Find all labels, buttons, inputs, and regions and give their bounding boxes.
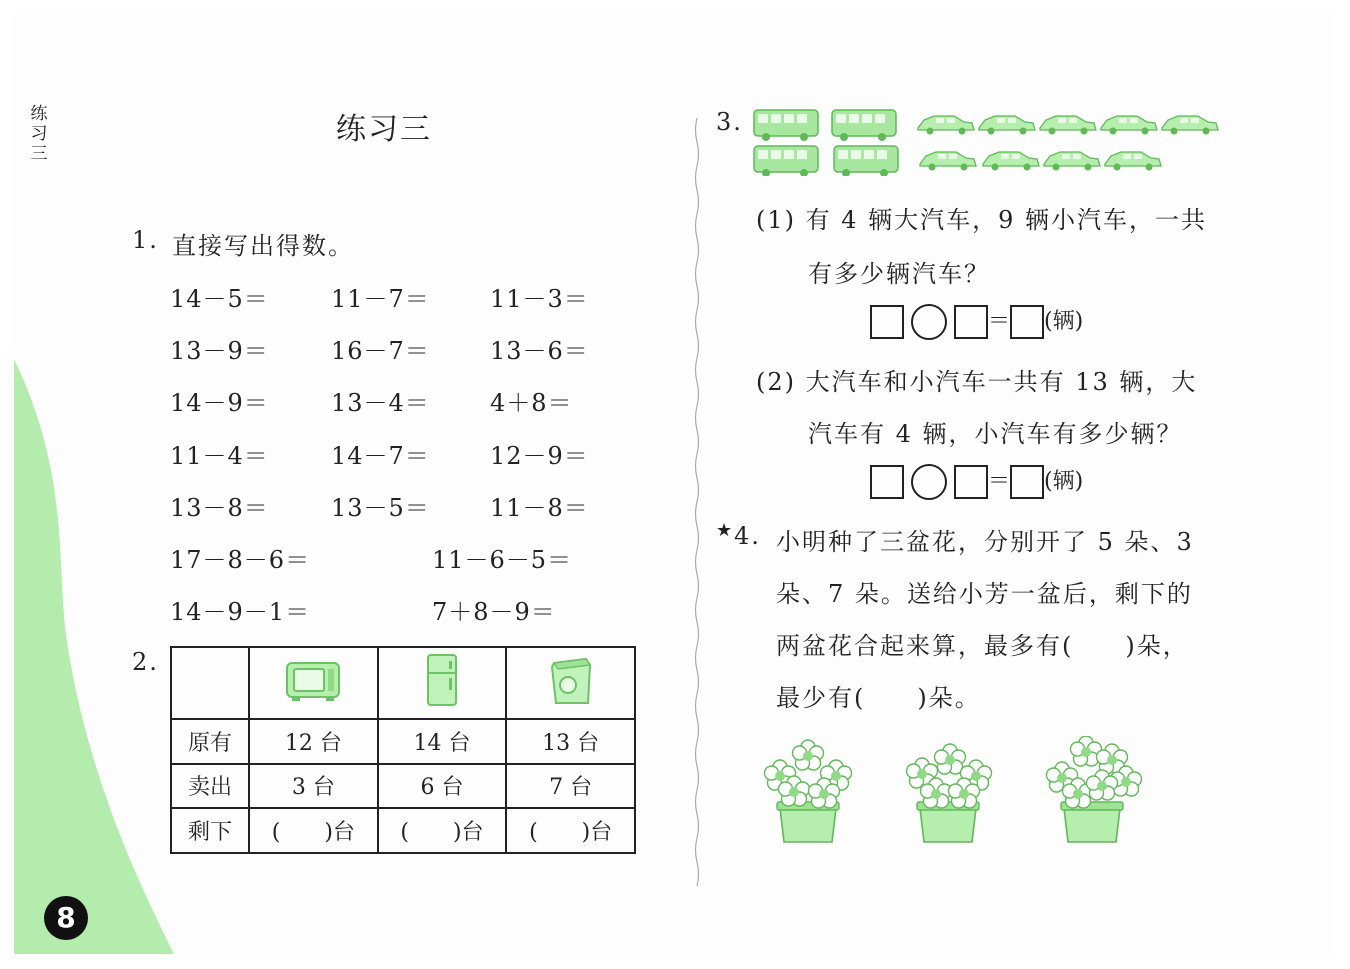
bus-icon (754, 146, 818, 176)
car-icon (920, 152, 976, 171)
table-cell: 12 台 (249, 719, 378, 764)
table-row (171, 764, 635, 809)
side-chapter-label (30, 104, 48, 164)
unit-label: (辆) (1044, 469, 1084, 494)
side-label-char: 练 (30, 104, 48, 124)
equation: 12－9＝ (490, 442, 589, 470)
flower-pot (765, 740, 852, 842)
microwave-icon (284, 657, 342, 703)
equation: 16－7＝ (331, 337, 430, 365)
flower-pot (907, 744, 992, 842)
side-label-char: 习 (30, 124, 48, 144)
star-icon: ★ (716, 520, 733, 541)
row-label: 卖出 (171, 764, 249, 809)
equation: 11－7＝ (331, 285, 430, 313)
washing-machine-icon (548, 653, 594, 707)
bus-icon (834, 146, 898, 176)
refrigerator-icon (422, 653, 462, 707)
q3-sub2-line1: (2) 大汽车和小汽车一共有 13 辆，大 (756, 368, 1198, 396)
answer-box[interactable] (954, 465, 988, 499)
vehicles-illustration (752, 104, 1222, 176)
table-cell: 14 台 (378, 719, 507, 764)
q1-prompt: 直接写出得数。 (172, 232, 354, 260)
equation: 14－7＝ (331, 442, 430, 470)
answer-box[interactable] (870, 465, 904, 499)
car-icon (1162, 116, 1218, 135)
equals-sign: ＝ (988, 309, 1011, 334)
equals-sign: ＝ (988, 469, 1011, 494)
appliance-cell (506, 647, 635, 719)
q4-line1: 小明种了三盆花，分别开了 5 朵、3 (776, 528, 1194, 556)
car-icon (1101, 116, 1157, 135)
equation: 11－4＝ (170, 442, 269, 470)
q4-line4: 最少有( )朵。 (776, 684, 981, 712)
car-icon (1040, 116, 1096, 135)
appliance-cell (378, 647, 507, 719)
sales-table (170, 646, 636, 854)
appliance-cell (249, 647, 378, 719)
equation: 14－5＝ (170, 285, 269, 313)
flower-pot (1047, 736, 1142, 842)
answer-cell[interactable]: ( )台 (506, 808, 635, 853)
answer-box[interactable] (1010, 465, 1044, 499)
page-title: 练习三 (336, 112, 432, 147)
equation: 17－8－6＝ (170, 546, 311, 574)
q4-line2: 朵、7 朵。送给小芳一盆后，剩下的 (776, 580, 1193, 608)
bus-icon (832, 110, 896, 141)
answer-template-2 (870, 464, 1083, 500)
car-icon (1044, 152, 1100, 171)
bus-icon (754, 110, 818, 141)
equation: 13－6＝ (490, 337, 589, 365)
q3-sub1-line2: 有多少辆汽车？ (808, 260, 990, 288)
table-cell: 13 台 (506, 719, 635, 764)
answer-template-1 (870, 304, 1083, 340)
q2-number: 2. (132, 648, 159, 676)
row-label: 剩下 (171, 808, 249, 853)
operator-circle[interactable] (911, 304, 947, 340)
equation: 11－3＝ (490, 285, 589, 313)
table-cell: 6 台 (378, 764, 507, 809)
table-header-row (171, 647, 635, 719)
table-corner (171, 647, 249, 719)
side-label-char: 三 (30, 144, 48, 164)
table-cell: 3 台 (249, 764, 378, 809)
answer-cell[interactable]: ( )台 (378, 808, 507, 853)
car-icon (1105, 152, 1161, 171)
equation: 14－9－1＝ (170, 598, 311, 626)
row-label: 原有 (171, 719, 249, 764)
equation: 13－9＝ (170, 337, 269, 365)
answer-box[interactable] (870, 305, 904, 339)
equation: 11－8＝ (490, 494, 589, 522)
q4-line3: 两盆花合起来算，最多有( )朵， (776, 632, 1189, 660)
car-icon (979, 116, 1035, 135)
answer-box[interactable] (1010, 305, 1044, 339)
operator-circle[interactable] (911, 464, 947, 500)
q3-number: 3. (716, 108, 743, 136)
flower-pots-illustration (756, 736, 1166, 852)
table-row (171, 808, 635, 853)
answer-cell[interactable]: ( )台 (249, 808, 378, 853)
q3-sub1-line1: (1) 有 4 辆大汽车，9 辆小汽车，一共 (756, 206, 1208, 234)
unit-label: (辆) (1044, 309, 1084, 334)
car-icon (983, 152, 1039, 171)
page-number: 8 (44, 896, 88, 940)
q3-sub2-line2: 汽车有 4 辆，小汽车有多少辆？ (808, 420, 1183, 448)
q4-number: 4. (734, 522, 761, 550)
equation: 13－5＝ (331, 494, 430, 522)
page-divider (692, 118, 702, 888)
q1-number: 1. (132, 226, 159, 254)
table-row (171, 719, 635, 764)
answer-box[interactable] (954, 305, 988, 339)
equation: 4＋8＝ (490, 389, 573, 417)
equation: 11－6－5＝ (432, 546, 573, 574)
equation: 13－4＝ (331, 389, 430, 417)
equation: 13－8＝ (170, 494, 269, 522)
equation: 7＋8－9＝ (432, 598, 556, 626)
car-icon (918, 116, 974, 135)
table-cell: 7 台 (506, 764, 635, 809)
equation: 14－9＝ (170, 389, 269, 417)
